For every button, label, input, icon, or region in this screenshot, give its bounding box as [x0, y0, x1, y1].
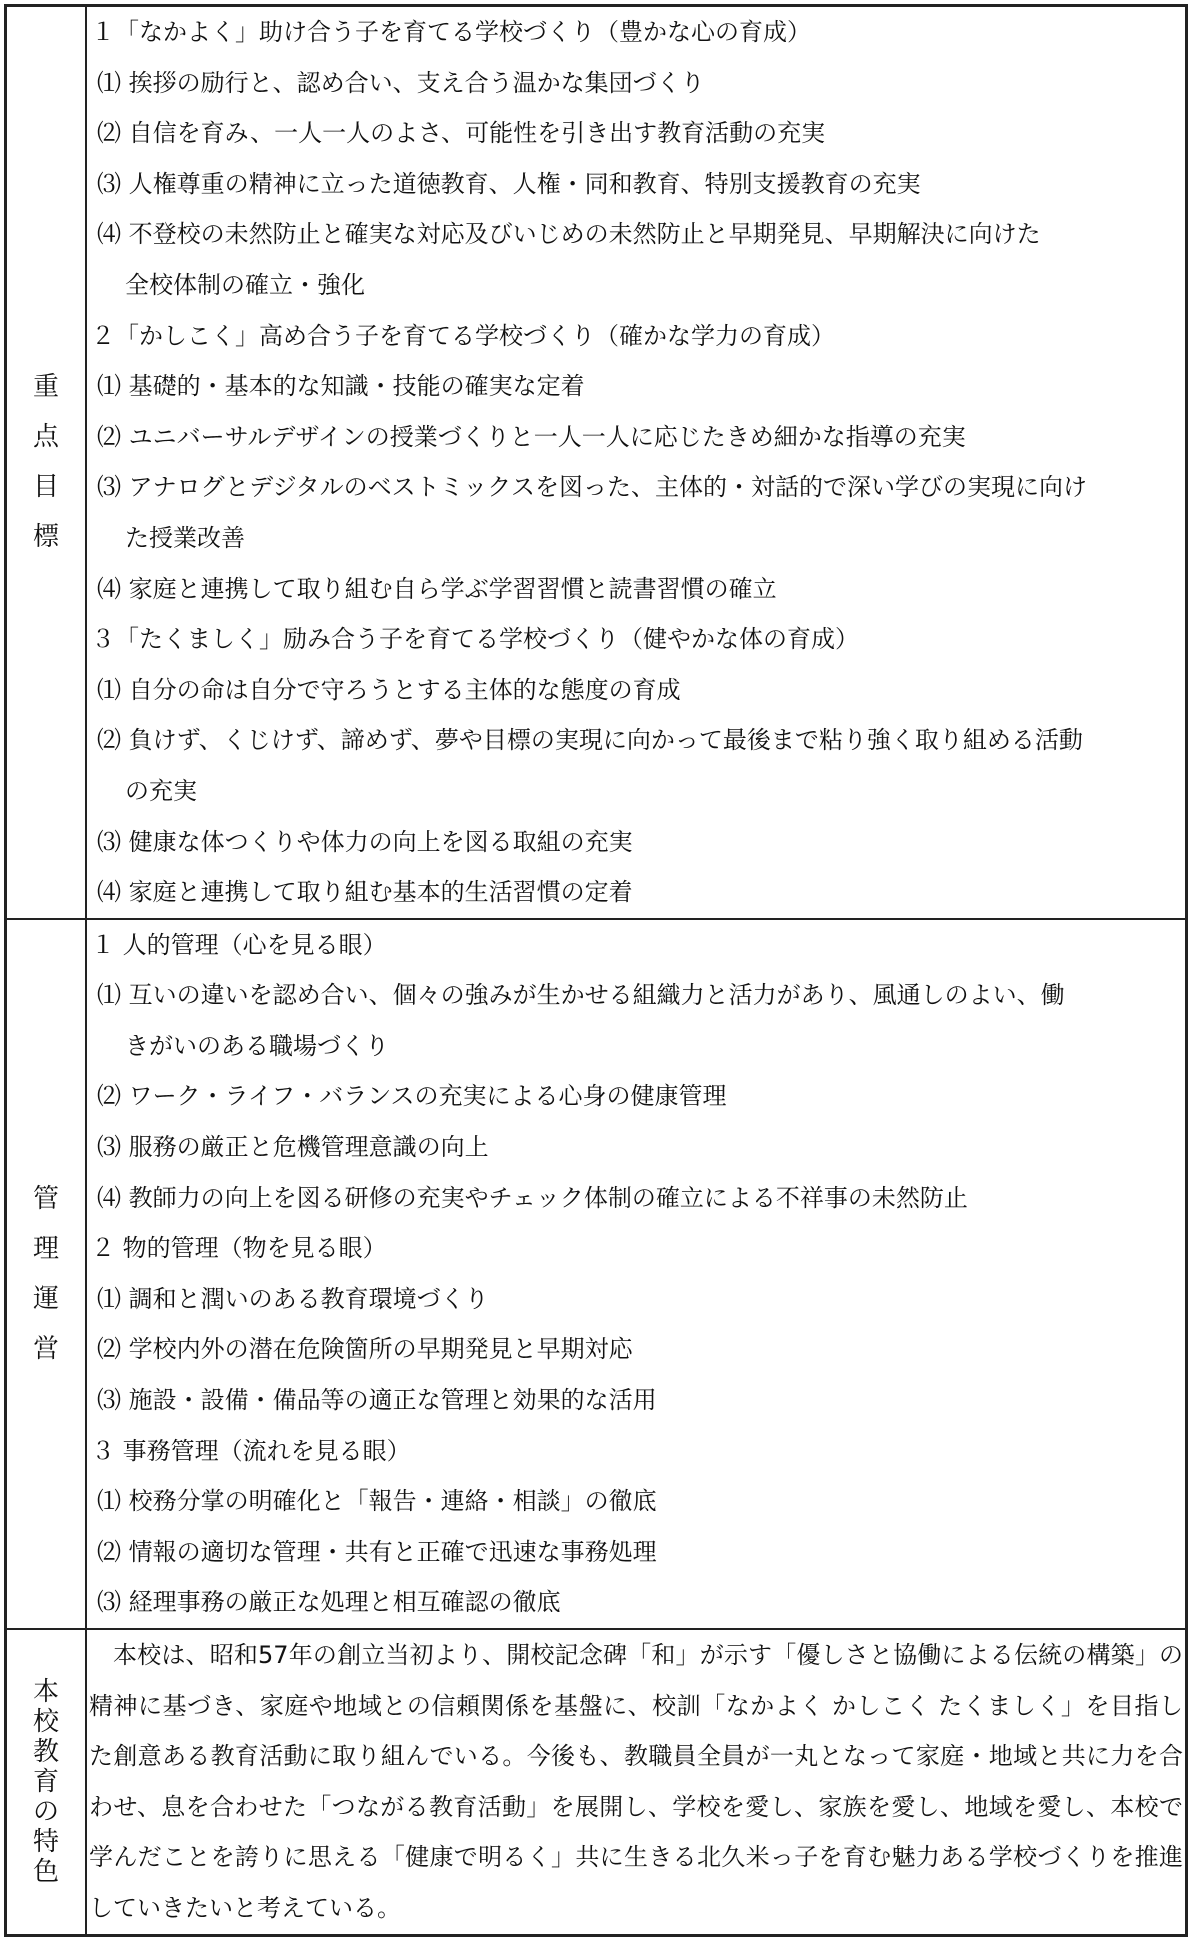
section-row-school-features [6, 1629, 1187, 1935]
goal-heading: ３ 事務管理（流れを見る眼） [91, 1436, 411, 1465]
section-content [86, 919, 1187, 1629]
list-item: ⑶ 服務の厳正と危機管理意識の向上 [97, 1133, 489, 1162]
goal-heading: １「なかよく」助け合う子を育てる学校づくり（豊かな心の育成） [91, 18, 811, 46]
list-item: ⑵ 自信を育み、一人一人のよさ、可能性を引き出す教育活動の充実 [97, 119, 826, 148]
section-label: 本 校 教 育 の 特 色 [32, 1676, 59, 1887]
list-item: ⑷ 家庭と連携して取り組む自ら学ぶ学習習慣と読書習慣の確立 [97, 574, 777, 603]
list-item: ⑶ アナログとデジタルのベストミックスを図った、主体的・対話的で深い学びの実現に向け [97, 473, 1087, 502]
school-plan-table [4, 4, 1188, 1937]
features-paragraph: 本校は、昭和57年の創立当初より、開校記念碑「和」が示す「優しさと協働による伝統の構築」の精神に基づき、家庭や地域との信頼関係を基盤に、校訓「なかよく かしこく たくましく」を目指した創意ある教育活動に取り組んでいる。今後も、教職員全員が一丸となって家庭・地域と共に力を合わせ、息を合わせた「つながる教育活動」を展開し、学校を愛し、家族を愛し、地域を愛し、本校で学んだことを誇りに思える「健康で明るく」共に生きる北久米っ子を育む魅力ある学校づくりを推進していきたいと考えている。 [89, 1641, 1183, 1922]
section-row-management [6, 919, 1187, 1629]
list-item: ⑶ 施設・設備・備品等の適正な管理と効果的な活用 [97, 1386, 657, 1415]
goal-heading: ２「かしこく」高め合う子を育てる学校づくり（確かな学力の育成） [91, 321, 835, 350]
list-item: ⑴ 互いの違いを認め合い、個々の強みが生かせる組織力と活力があり、風通しのよい、働 [97, 981, 1065, 1010]
list-item: ⑵ 情報の適切な管理・共有と正確で迅速な事務処理 [97, 1537, 657, 1566]
section-label-cell [6, 1629, 87, 1935]
list-item-continuation: の充実 [125, 776, 197, 805]
section-label: 管 理 運 営 [32, 1183, 59, 1364]
list-item: ⑷ 不登校の未然防止と確実な対応及びいじめの未然防止と早期発見、早期解決に向けた [97, 220, 1041, 249]
list-item: ⑴ 調和と潤いのある教育環境づくり [97, 1284, 489, 1313]
section-label-cell [6, 919, 87, 1629]
list-item: ⑷ 家庭と連携して取り組む基本的生活習慣の定着 [97, 878, 633, 907]
section-content [86, 1629, 1187, 1935]
list-item: ⑴ 基礎的・基本的な知識・技能の確実な定着 [97, 372, 585, 401]
list-item-continuation: 全校体制の確立・強化 [125, 270, 365, 299]
goal-heading: １ 人的管理（心を見る眼） [91, 930, 387, 959]
list-item: ⑴ 挨拶の励行と、認め合い、支え合う温かな集団づくり [97, 68, 705, 97]
section-content [86, 6, 1187, 919]
goal-heading: ３「たくましく」励み合う子を育てる学校づくり（健やかな体の育成） [91, 625, 859, 654]
list-item: ⑴ 校務分掌の明確化と「報告・連絡・相談」の徹底 [97, 1487, 657, 1516]
list-item: ⑵ 学校内外の潜在危険箇所の早期発見と早期対応 [97, 1335, 633, 1364]
section-row-priority-goals [6, 6, 1187, 919]
section-label: 重 点 目 標 [32, 372, 59, 553]
list-item: ⑵ ユニバーサルデザインの授業づくりと一人一人に応じたきめ細かな指導の充実 [97, 422, 966, 451]
list-item: ⑷ 教師力の向上を図る研修の充実やチェック体制の確立による不祥事の未然防止 [97, 1183, 968, 1212]
list-item: ⑶ 健康な体つくりや体力の向上を図る取組の充実 [97, 827, 633, 856]
goal-heading: ２ 物的管理（物を見る眼） [91, 1234, 387, 1263]
list-item: ⑶ 経理事務の厳正な処理と相互確認の徹底 [97, 1588, 561, 1617]
list-item: ⑶ 人権尊重の精神に立った道徳教育、人権・同和教育、特別支援教育の充実 [97, 169, 921, 198]
section-label-cell [6, 6, 87, 919]
list-item: ⑵ ワーク・ライフ・バランスの充実による心身の健康管理 [97, 1082, 727, 1111]
list-item: ⑴ 自分の命は自分で守ろうとする主体的な態度の育成 [97, 675, 681, 704]
list-item-continuation: きがいのある職場づくり [125, 1031, 389, 1060]
list-item-continuation: た授業改善 [125, 523, 245, 552]
list-item: ⑵ 負けず、くじけず、諦めず、夢や目標の実現に向かって最後まで粘り強く取り組める活動 [97, 726, 1083, 755]
